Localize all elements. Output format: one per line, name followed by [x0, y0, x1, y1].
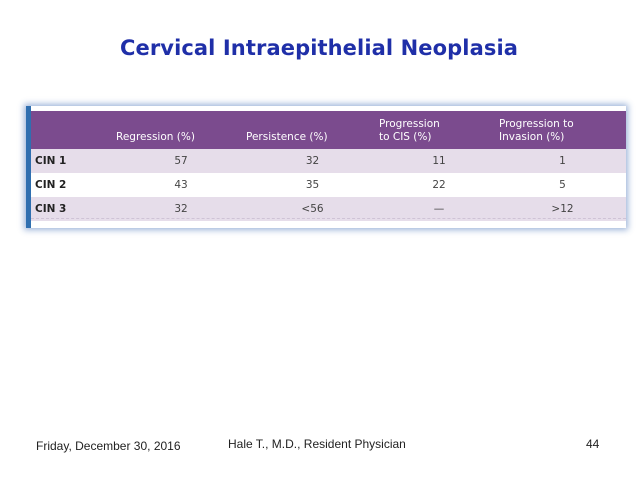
- row-label: CIN 1: [35, 155, 67, 167]
- cell-progression-cis: —: [433, 203, 445, 215]
- cell-progression-cis: 22: [432, 179, 446, 191]
- header-persistence: Persistence (%): [246, 131, 328, 143]
- header-empty: [31, 111, 116, 149]
- header-regression: Regression (%): [116, 131, 195, 143]
- footer-page-number: 44: [586, 437, 600, 451]
- row-label: CIN 2: [35, 179, 67, 191]
- cin-outcomes-table-image: [26, 106, 626, 228]
- cell-persistence: 35: [305, 179, 320, 191]
- footer-author: Hale T., M.D., Resident Physician: [228, 437, 406, 451]
- cell-persistence: <56: [301, 203, 324, 215]
- header-progression-cis-line1: Progression: [379, 118, 440, 130]
- cell-persistence: 32: [305, 155, 320, 167]
- table-row-cin1: [31, 149, 626, 173]
- header-progression-invasion: [499, 111, 626, 149]
- table-row-cin2: [31, 173, 626, 197]
- slide-title: Cervical Intraepithelial Neoplasia: [119, 36, 519, 60]
- cin-outcomes-table: [31, 111, 626, 221]
- table-header-row: [31, 111, 626, 149]
- header-progression-cis-line2: to CIS (%): [379, 131, 432, 143]
- cell-regression: 43: [174, 179, 188, 191]
- header-progression-invasion-line1: Progression to: [499, 118, 574, 130]
- header-progression-cis: [379, 111, 499, 149]
- cell-progression-cis: 11: [432, 155, 446, 167]
- cell-progression-invasion: >12: [551, 203, 574, 215]
- header-progression-invasion-line2: Invasion (%): [499, 131, 565, 143]
- cell-regression: 32: [174, 203, 188, 215]
- cell-progression-invasion: 1: [559, 155, 566, 167]
- cell-regression: 57: [174, 155, 188, 167]
- row-label: CIN 3: [35, 203, 67, 215]
- footer-date: Friday, December 30, 2016: [36, 439, 181, 453]
- table-bottom-rule: [31, 218, 626, 220]
- cell-progression-invasion: 5: [559, 179, 566, 191]
